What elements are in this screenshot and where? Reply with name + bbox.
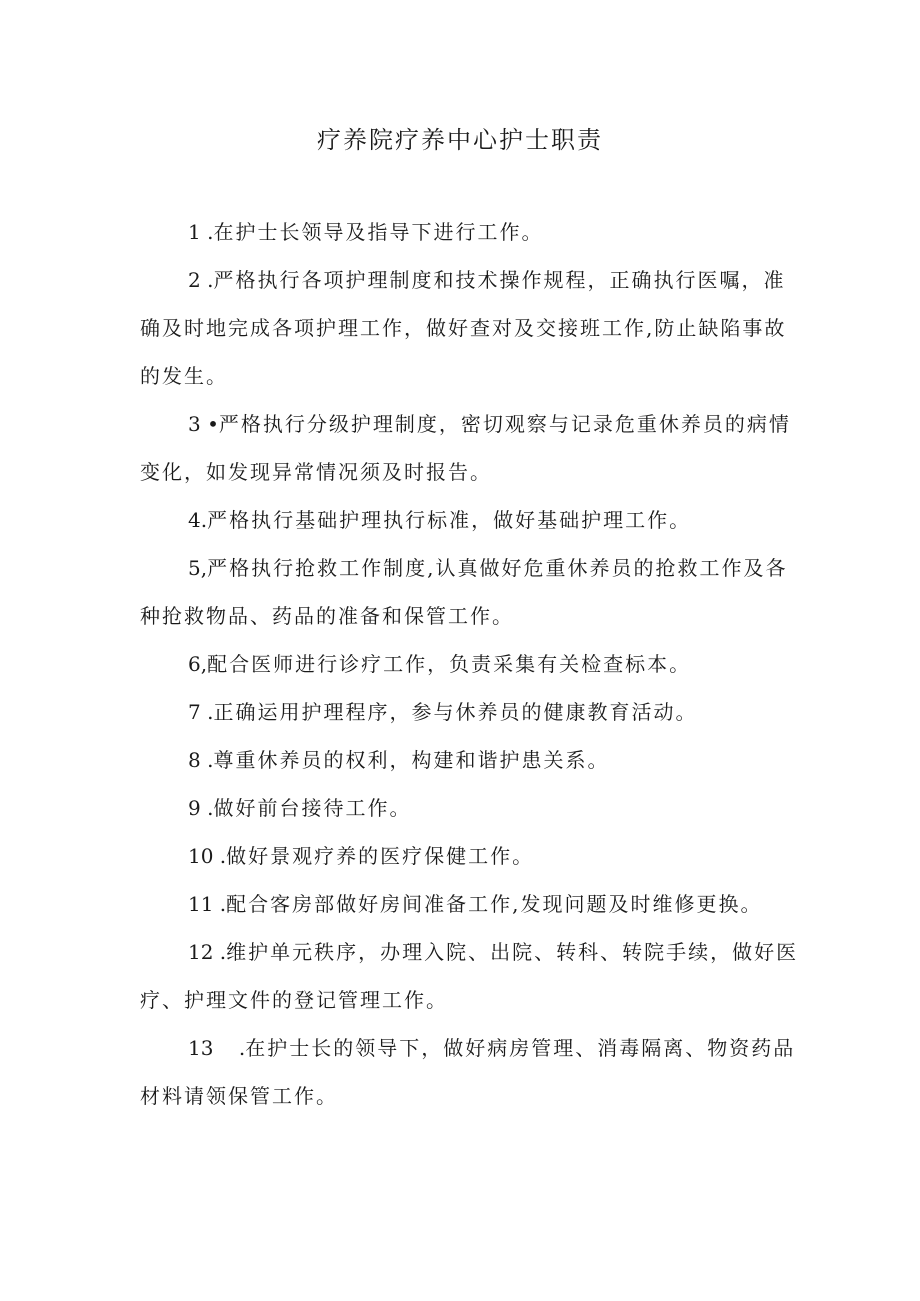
duties-list [140,208,800,1120]
duty-text: 在护士长的领导下，做好病房管理、消毒隔离、物资药品材料请领保管工作。 [140,1036,796,1108]
duty-item-4 [140,496,800,544]
duty-text: 配合医师进行诊疗工作，负责采集有关检查标本。 [207,652,692,676]
duty-text: 做好景观疗养的医疗保健工作。 [226,844,535,868]
duty-text: 严格执行各项护理制度和技术操作规程，正确执行医嘱，准确及时地完成各项护理工作，做好查对及交接班工作,防止缺陷事故的发生。 [140,268,787,388]
duty-text: 配合客房部做好房间准备工作,发现问题及时维修更换。 [226,892,763,916]
duty-number: 5, [188,556,208,580]
duty-text: 严格执行分级护理制度，密切观察与记录危重休养员的病情变化，如发现异常情况须及时报告。 [140,412,791,484]
duty-text: 在护士长领导及指导下进行工作。 [213,220,544,244]
duty-number: 13 . [188,1036,246,1060]
duty-item-9 [140,784,800,832]
duty-item-5 [140,544,800,640]
duty-item-8 [140,736,800,784]
duty-number: 4. [188,508,208,532]
duty-text: 严格执行抢救工作制度,认真做好危重休养员的抢救工作及各种抢救物品、药品的准备和保管工作。 [140,556,788,628]
duty-number: 6, [188,652,208,676]
duty-text: 维护单元秩序，办理入院、出院、转科、转院手续，做好医疗、护理文件的登记管理工作。 [140,940,799,1012]
duty-item-7 [140,688,800,736]
duty-number: 8 . [188,748,214,772]
duty-number: 2 . [188,268,214,292]
duty-number: 10 . [188,844,227,868]
duty-item-13 [140,1024,800,1120]
document-title: 疗养院疗养中心护士职责 [317,126,603,154]
duty-text: 做好前台接待工作。 [213,796,412,820]
duty-item-11 [140,880,800,928]
duty-text: 严格执行基础护理执行标准，做好基础护理工作。 [207,508,692,532]
duty-number: 12 . [188,940,227,964]
duty-number: 1 . [188,220,214,244]
duty-item-2 [140,256,800,400]
duty-number: 3 • [188,412,219,436]
duty-item-1 [140,208,800,256]
duty-number: 9 . [188,796,214,820]
duty-item-6 [140,640,800,688]
duty-item-3 [140,400,800,496]
duty-text: 正确运用护理程序，参与休养员的健康教育活动。 [213,700,698,724]
duty-item-12 [140,928,800,1024]
duty-number: 7 . [188,700,214,724]
duty-text: 尊重休养员的权利，构建和谐护患关系。 [213,748,610,772]
duty-item-10 [140,832,800,880]
duty-number: 11 . [188,892,227,916]
